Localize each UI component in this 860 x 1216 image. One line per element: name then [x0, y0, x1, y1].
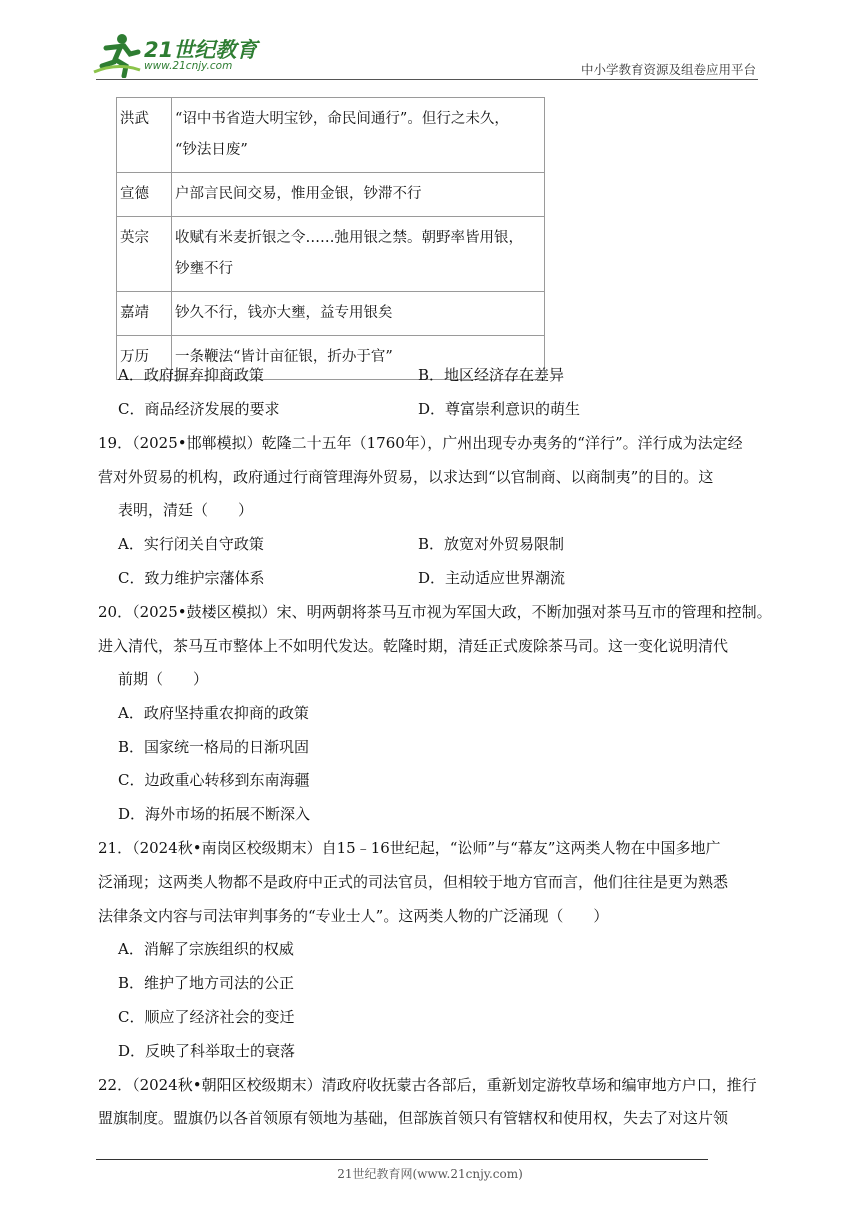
- q21-stem-line: 泛涌现；这两类人物都不是政府中正式的司法官员，但相较于地方官而言，他们往往是更为熟悉: [98, 873, 729, 891]
- q19-stem-line: 表明，清廷（ ）: [118, 501, 254, 519]
- table-row: [117, 292, 545, 336]
- text-cell: [172, 217, 545, 292]
- era-cell: 宣德: [117, 173, 172, 217]
- table-row: [117, 217, 545, 292]
- q19-option-d: D．主动适应世界潮流: [418, 569, 566, 587]
- q20-stem-line: 前期（ ）: [118, 670, 209, 688]
- table-row: [117, 173, 545, 217]
- q22-stem-line: 盟旗制度。盟旗仍以各首领原有领地为基础，但部族首领只有管辖权和使用权，失去了对这片领: [98, 1109, 729, 1127]
- history-table: [116, 97, 545, 380]
- q21-option-b: B．维护了地方司法的公正: [118, 974, 295, 992]
- table-row: [117, 98, 545, 173]
- q18-option-a: A．政府摒弃抑商政策: [118, 366, 264, 384]
- q19-option-b: B．放宽对外贸易限制: [418, 535, 565, 553]
- q19-stem-line: 营对外贸易的机构，政府通过行商管理海外贸易，以求达到“以官制商、以商制夷”的目的。这: [98, 468, 714, 486]
- cell-line: 收赋有米麦折银之令……弛用银之禁。朝野率皆用银，: [175, 230, 523, 246]
- logo-text: 21世纪教育: [144, 38, 258, 62]
- era-cell: 洪武: [117, 98, 172, 173]
- q21-stem-line: 21．（2024秋•南岗区校级期末）自15﹣16世纪起，“讼师”与“幕友”这两类人物在中国多地广: [98, 839, 721, 857]
- cell-line: “钞法日废”: [175, 142, 248, 158]
- q18-option-c: C．商品经济发展的要求: [118, 400, 280, 418]
- q19-stem-line: 19．（2025•邯郸模拟）乾隆二十五年（1760年），广州出现专办夷务的“洋行”。洋行成为法定经: [98, 434, 743, 452]
- site-logo: [92, 32, 262, 80]
- q19-option-a: A．实行闭关自守政策: [118, 535, 264, 553]
- footer-divider: [96, 1159, 708, 1160]
- q20-stem-line: 20．（2025•鼓楼区模拟）宋、明两朝将茶马互市视为军国大政，不断加强对茶马互市的管理和控制。: [98, 603, 772, 621]
- q21-option-a: A．消解了宗族组织的权威: [118, 940, 294, 958]
- platform-title: 中小学教育资源及组卷应用平台: [580, 62, 756, 77]
- q20-option-b: B．国家统一格局的日渐巩固: [118, 738, 310, 756]
- era-cell: 嘉靖: [117, 292, 172, 336]
- q18-option-b: B．地区经济存在差异: [418, 366, 565, 384]
- q20-option-a: A．政府坚持重农抑商的政策: [118, 704, 309, 722]
- q19-option-c: C．致力维护宗藩体系: [118, 569, 265, 587]
- cell-line: 钞壅不行: [175, 261, 233, 277]
- text-cell: 一条鞭法“皆计亩征银，折办于官”: [172, 336, 545, 380]
- era-cell: 万历: [117, 336, 172, 380]
- runner-logo-icon: [92, 32, 142, 78]
- era-cell: 英宗: [117, 217, 172, 292]
- cell-line: “诏中书省造大明宝钞，命民间通行”。但行之未久，: [175, 111, 509, 127]
- text-cell: 户部言民间交易，惟用金银，钞滞不行: [172, 173, 545, 217]
- q21-option-d: D．反映了科举取士的衰落: [118, 1042, 296, 1060]
- q20-option-d: D．海外市场的拓展不断深入: [118, 805, 311, 823]
- page-header: [0, 0, 860, 90]
- q22-stem-line: 22．（2024秋•朝阳区校级期末）清政府收抚蒙古各部后，重新划定游牧草场和编审地方户口，推行: [98, 1076, 757, 1094]
- text-cell: 钞久不行，钱亦大壅，益专用银矣: [172, 292, 545, 336]
- q20-option-c: C．边政重心转移到东南海疆: [118, 771, 310, 789]
- header-divider: [96, 79, 758, 80]
- page-footer: 21世纪教育网(www.21cnjy.com): [337, 1167, 523, 1181]
- q20-stem-line: 进入清代，茶马互市整体上不如明代发达。乾隆时期，清廷正式废除茶马司。这一变化说明清代: [98, 637, 729, 655]
- text-cell: [172, 98, 545, 173]
- q21-stem-line: 法律条文内容与司法审判事务的“专业士人”。这两类人物的广泛涌现（ ）: [98, 907, 609, 925]
- q21-option-c: C．顺应了经济社会的变迁: [118, 1008, 295, 1026]
- q18-option-d: D．尊富崇利意识的萌生: [418, 400, 581, 418]
- logo-url: www.21cnjy.com: [144, 60, 233, 72]
